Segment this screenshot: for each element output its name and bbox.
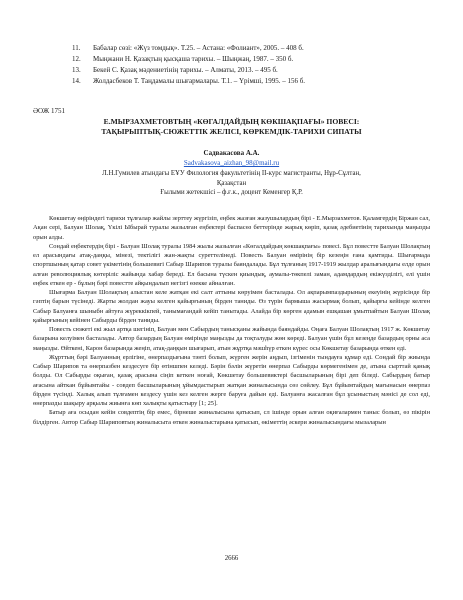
reference-text: Бекей С. Қазақ мәдениетінің тарихы. – Алматы, 2013. – 495 б. [93,66,278,74]
body-paragraph: Шығарма Балуан Шолақтың алыстан келе жатқан екі салт аттыны көруімен басталады. Ол ақпарымпаздырының екеуінің жүрісінде бір гәптің барын түсінеді. Жарты жолдан жауы келген қайырғының бірден таниды. Өз түрін бармыша жасырмақ болып, қайырғы кейінде келген Сабыр Балуанға шыныбн айтуға жүреккікпей, танымағандай кейіп танытады. Алайда бір көрген адамын ешқашан ұмытпайтын Балуан Шолақ қайырғының кейінен Сабырды бірден таниды. [33,289,430,324]
body-paragraph: Батыр аға осыдан кейін совдептің бір емес, бірнеше жиналысына қатысып, сл ішінде орын алған оқиғалармен таныс болып, өз пікірін білдірген. Автор Сабыр Шариповтың жиналысыта өткен жиналыстарына қатысып, өкіметтің әскери жиналысындағы мызаларын [33,409,430,426]
reference-number: 13. [72,66,81,74]
reference-number: 11. [72,44,81,52]
title-line: ТАҚЫРЫПТЫҚ-СЮЖЕТТІК ЖЕЛІСІ, КӨРКЕМДІК-ТАРИХИ СИПАТЫ [101,127,362,136]
author-affiliation [33,169,430,198]
reference-item [72,76,432,87]
reference-item [72,43,432,54]
reference-item [72,54,432,65]
affiliation-line: Л.Н.Гумилев атындағы ЕҰУ Филология факультетінің II-курс магистранты, Нұр-Сұлтан, [102,170,361,177]
author-name: Садвакасова А.А. [203,149,260,157]
title-line: Е.МЫРЗАХМЕТОВТЫҢ «КӨГАЛДАЙДЫҢ КӨКШАҚПАҒЫ» ПОВЕСІ: [103,117,360,126]
body-paragraph: Сондай еңбектердің бірі - Балуан Шолақ туралы 1984 жылы жазылған «Көгалдайдың көкшақпағы» повесі. Бұл повестте Балуан Шолақтың ел арасындағы атақ-даңқы, мінезі, тектілігі жан-жақты суреттелінеді. Повесть Балуан өмірінің бір кезеңін ғана қамтиды. Шығармада спортшының қатар совет үкіметінің большевигі Сабыр Шарипов туралы баяндалады. Бұл тұлғаның 1917-1919 жылдар аралығындағы елде орын алған революциялық көтеріліс жайында хабар береді. Ел басына түскен қиындық, аумалы-төкпелі заман, адамдардың екіжүзділігі, елі үшін еңбек еткен ер - бұлың бәрі повестте айқындалып негізгі өзекке айналған. [33,242,430,287]
reference-number: 12. [72,55,81,63]
reference-item [72,65,432,76]
body-paragraph: Көкшетау өңіріндегі тарихи тұлғалар жайлы зерттеу жүргізіп, еңбек жазған жазушылардың бірі - Е.Мырзахметов. Қаламгердің Біржан сал, Ақан сері, Балуан Шолақ, Үкілі Ыбырай туралы жазылған еңбектері баспасөз беттерінде жарық көріп, қазақ әдебиетінің тарихында маңызды орын алды. [33,215,430,241]
author-email-link[interactable]: Sadvakasova_aizhan_98@mail.ru [183,159,280,167]
affiliation-line: Ғылыми жетекшісі – ф.ғ.к., доцент Кеменгер Қ.Р. [160,189,303,197]
body-paragraph: Жұрттың бәрі Балуанның ерлігіне, өнерпаздығына тәнті болып, жүрген жерін аңдып, ізгіменін тындауға құмар еді. Сондай бір жиында Сабыр Шарипов та өнерпазбен кездесуге бір өтіншпен келеді. Бәрін бәлін жүретін өнерпаз Сабырды көрмегенімен де, атына сырттай қанық болды. Ол Сабырды оқыған, қазақ арасына сіңіп кеткен ноғай, Көкшетау большевиктері басшыларының бірі деп біледі. Сабырдың батыр ағасына айткан бұйымтайы - совдеп басшыларының ұйымдастырып жатқан жиналысында сөз сөйлеу. Бұл бұйымтайдың мағынасын өнерпаз бірден түсінді. Халық алып тұлғамен кездесу үшін кез келген жерге баруға дайын еді. Балуанға жасалған бұл ұсыныстың мәнісі де сол еді, өнерпазды шақыру арқылы жиынға көп халықты қатыстыру [1; 25]. [33,353,430,407]
body-paragraph: Повесть сюжеті екі жыл артқа шегініп, Балуан мен Сабырдың танысқаны жайында баяндайды. Оңаға Балуан Шолақтың 1917 ж. Көкшетау базарына келуімен басталады. Автор базардың Балуан өмірінде маңызды да тоқталуды жөн көреді. Балуан үшін бұл кезеңде базардың орны аса маңызды. Өйткені, Карон базарында жеңіп, атақ-даңқын шығарып, атын жұртқа мәшһүр еткен күрес осы Көкшетау базарында өткен еді. [33,326,430,352]
article-title [33,117,430,137]
reference-text: Мыңжани Н. Қазақтың қысқаша тарихы. – Шыңжаң, 1987. – 350 б. [93,55,294,63]
reference-text: Бабалар сөзі: «Жүз томдық». Т.25. – Астана: «Фолиант», 2005. – 408 б. [93,44,304,52]
article-body [33,214,430,427]
reference-text: Жолдасбеков Т. Таңдамалы шығармалары. Т.1. – Үрімші, 1995. – 156 б. [93,77,306,85]
page-number: 2666 [224,555,239,562]
reference-number: 14. [72,77,81,85]
affiliation-line: Қазақстан [216,179,247,187]
udc-code: ӘОЖ 1751 [33,107,65,115]
reference-list [72,43,432,87]
